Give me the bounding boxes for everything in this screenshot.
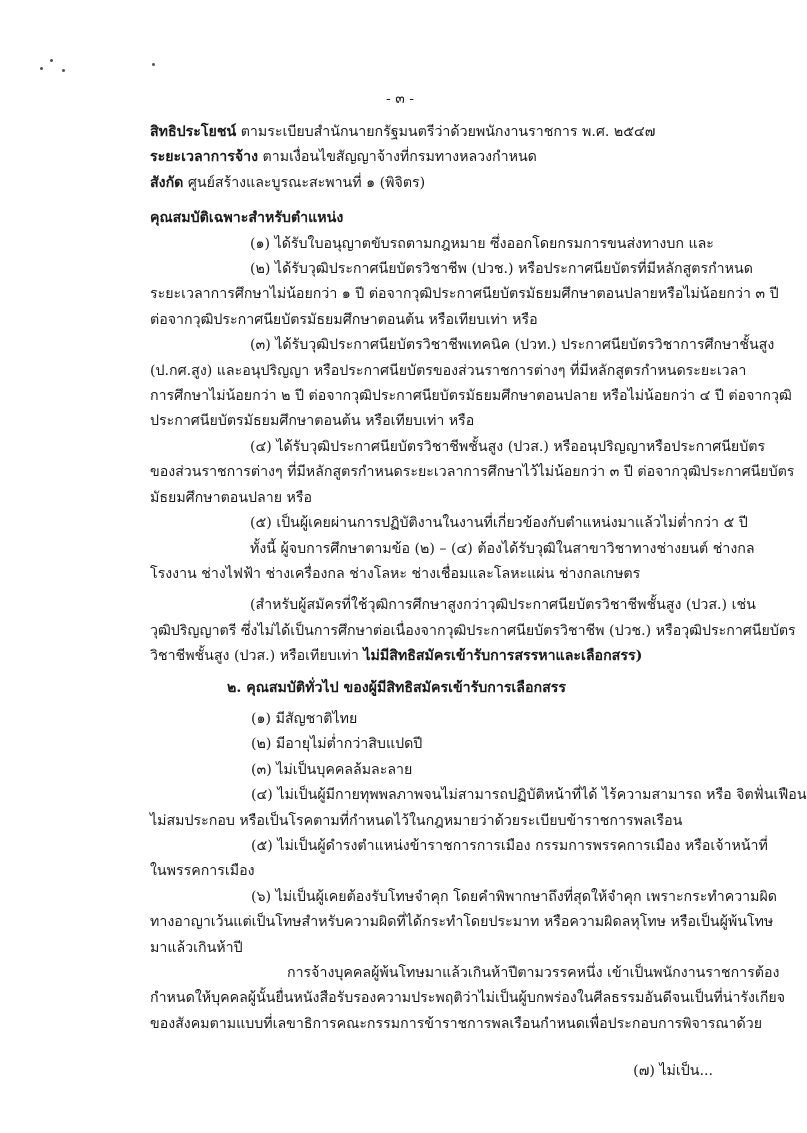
header-line	[150, 145, 715, 170]
list-item: ไม่สมประกอบ หรือเป็นโรคตามที่กำหนดไว้ในกฎหมายว่าด้วยระเบียบข้าราชการพลเรือน	[150, 812, 683, 829]
paragraph-line: (๔) ได้รับวุฒิประกาศนียบัตรวิชาชีพชั้นสูง (ปวส.) หรืออนุปริญญาหรือประกาศนียบัตร	[250, 438, 766, 455]
paragraph-line: ระยะเวลาการศึกษาไม่น้อยกว่า ๑ ปี ต่อจากวุฒิประกาศนียบัตรมัธยมศึกษาตอนปลายหรือไม่น้อยกว่า ๓ ปี	[150, 286, 779, 303]
note-text: วิชาชีพชั้นสูง (ปวส.) หรือเทียบเท่า	[150, 648, 364, 665]
scan-specks	[40, 55, 180, 85]
header-label: สิทธิประโยชน์	[150, 124, 237, 140]
list-item: กำหนดให้บุคคลผู้นั้นยื่นหนังสือรับรองความประพฤติว่าไม่เป็นผู้บกพร่องในศีลธรรมอันดีจนเป็นที่น่ารังเกียจ	[150, 990, 786, 1007]
paragraph-line: โรงงาน ช่างไฟฟ้า ช่างเครื่องกล ช่างโลหะ ช่างเชื่อมและโลหะแผ่น ช่างกลเกษตร	[150, 565, 641, 582]
note-line	[150, 644, 715, 669]
paragraph-line: ต่อจากวุฒิประกาศนียบัตรมัธยมศึกษาตอนต้น หรือเทียบเท่า หรือ	[150, 311, 538, 328]
note-bold-text: ไม่มีสิทธิสมัครเข้ารับการสรรหาและเลือกสรร)	[363, 648, 643, 665]
section-title: ๒. คุณสมบัติทั่วไป ของผู้มีสิทธิสมัครเข้ารับการเลือกสรร	[227, 679, 566, 696]
list-item: มาแล้วเกินห้าปี	[150, 939, 243, 956]
header-text: ตามระเบียบสำนักนายกรัฐมนตรีว่าด้วยพนักงานราชการ พ.ศ. ๒๕๔๗	[236, 124, 656, 140]
list-item: การจ้างบุคคลผู้พ้นโทษมาแล้วเกินห้าปีตามวรรคหนึ่ง เข้าเป็นพนักงานราชการต้อง	[287, 965, 780, 981]
continuation-text: (๗) ไม่เป็น...	[633, 1063, 713, 1080]
header-line	[150, 120, 715, 145]
paragraph-line: ของส่วนราชการต่างๆ ที่มีหลักสูตรกำหนดระยะเวลาการศึกษาไว้ไม่น้อยกว่า ๓ ปี ต่อจากวุฒิประกาศนียบัตร	[150, 464, 795, 481]
list-item: (๑) มีสัญชาติไทย	[251, 710, 358, 727]
paragraph-line: (๓) ได้รับวุฒิประกาศนียบัตรวิชาชีพเทคนิค (ปวท.) ประกาศนียบัตรวิชาการศึกษาชั้นสูง	[250, 337, 775, 354]
list-item: (๖) ไม่เป็นผู้เคยต้องรับโทษจำคุก โดยคำพิพากษาถึงที่สุดให้จำคุก เพราะกระทำความผิด	[251, 888, 778, 905]
list-item: (๔) ไม่เป็นผู้มีกายทุพพลภาพจนไม่สามารถปฏิบัติหน้าที่ได้ ไร้ความสามารถ หรือ จิตฟั่นเฟือน	[251, 787, 807, 804]
note-line	[150, 593, 756, 618]
list-item: ของสังคมตามแบบที่เลขาธิการคณะกรรมการข้าราชการพลเรือนกำหนดเพื่อประกอบการพิจารณาด้วย	[150, 1015, 763, 1032]
scan-speck	[50, 59, 53, 62]
scan-speck	[62, 69, 65, 72]
header-line	[150, 171, 715, 196]
list-item: ทางอาญาเว้นแต่เป็นโทษสำหรับความผิดที่ได้กระทำโดยประมาท หรือความผิดลหุโทษ หรือเป็นผู้พ้นโทษ	[150, 914, 774, 931]
section-title: คุณสมบัติเฉพาะสำหรับตำแหน่ง	[150, 210, 344, 227]
page-number: - ๓ -	[386, 91, 414, 107]
header-text: ตามเงื่อนไขสัญญาจ้างที่กรมทางหลวงกำหนด	[258, 149, 537, 166]
header-label: สังกัด	[150, 174, 184, 191]
paragraph-line: (๑) ได้รับใบอนุญาตขับรถตามกฎหมาย ซึ่งออกโดยกรมการขนส่งทางบก และ	[250, 235, 714, 252]
header-text: ศูนย์สร้างและบูรณะสะพานที่ ๑ (พิจิตร)	[183, 174, 426, 191]
paragraph-line: (๕) เป็นผู้เคยผ่านการปฏิบัติงานในงานที่เกี่ยวข้องกับตำแหน่งมาแล้วไม่ต่ำกว่า ๕ ปี	[250, 515, 748, 532]
note-text: (สำหรับผู้สมัครที่ใช้วุฒิการศึกษาสูงกว่าวุฒิประกาศนียบัตรวิชาชีพชั้นสูง (ปวส.) เช่น	[250, 597, 756, 614]
paragraph-line: การศึกษาไม่น้อยกว่า ๒ ปี ต่อจากวุฒิประกาศนียบัตรมัธยมศึกษาตอนปลาย หรือไม่น้อยกว่า ๔ ปี ต่อจากวุฒิ	[150, 388, 792, 405]
list-item: (๓) ไม่เป็นบุคคลล้มละลาย	[251, 761, 413, 778]
paragraph-line: ประกาศนียบัตรมัธยมศึกษาตอนต้น หรือเทียบเท่า หรือ	[150, 413, 475, 430]
scan-speck	[40, 67, 43, 70]
paragraph-line: ทั้งนี้ ผู้จบการศึกษาตามข้อ (๒) – (๔) ต้องได้รับวุฒิในสาขาวิชาทางช่างยนต์ ช่างกล	[250, 540, 755, 557]
header-label: ระยะเวลาการจ้าง	[150, 149, 259, 166]
note-text: วุฒิปริญญาตรี ซึ่งไม่ได้เป็นการศึกษาต่อเนื่องจากวุฒิประกาศนียบัตรวิชาชีพ (ปวช.) หรือวุฒิประกาศนียบัตร	[150, 622, 796, 639]
scan-speck	[152, 63, 155, 66]
list-item: ในพรรคการเมือง	[150, 863, 255, 880]
list-item: (๒) มีอายุไม่ต่ำกว่าสิบแปดปี	[251, 736, 423, 753]
list-item: (๕) ไม่เป็นผู้ดำรงตำแหน่งข้าราชการการเมือง กรรมการพรรคการเมือง หรือเจ้าหน้าที่	[251, 837, 768, 854]
paragraph-line: (๒) ได้รับวุฒิประกาศนียบัตรวิชาชีพ (ปวช.) หรือประกาศนียบัตรที่มีหลักสูตรกำหนด	[250, 261, 753, 278]
document-body	[150, 120, 807, 1085]
note-line	[150, 619, 796, 644]
paragraph-line: มัธยมศึกษาตอนปลาย หรือ	[150, 489, 313, 506]
paragraph-line: (ป.กศ.สูง) และอนุปริญญา หรือประกาศนียบัตรของส่วนราชการต่างๆ ที่มีหลักสูตรกำหนดระยะเวลา	[150, 362, 747, 379]
